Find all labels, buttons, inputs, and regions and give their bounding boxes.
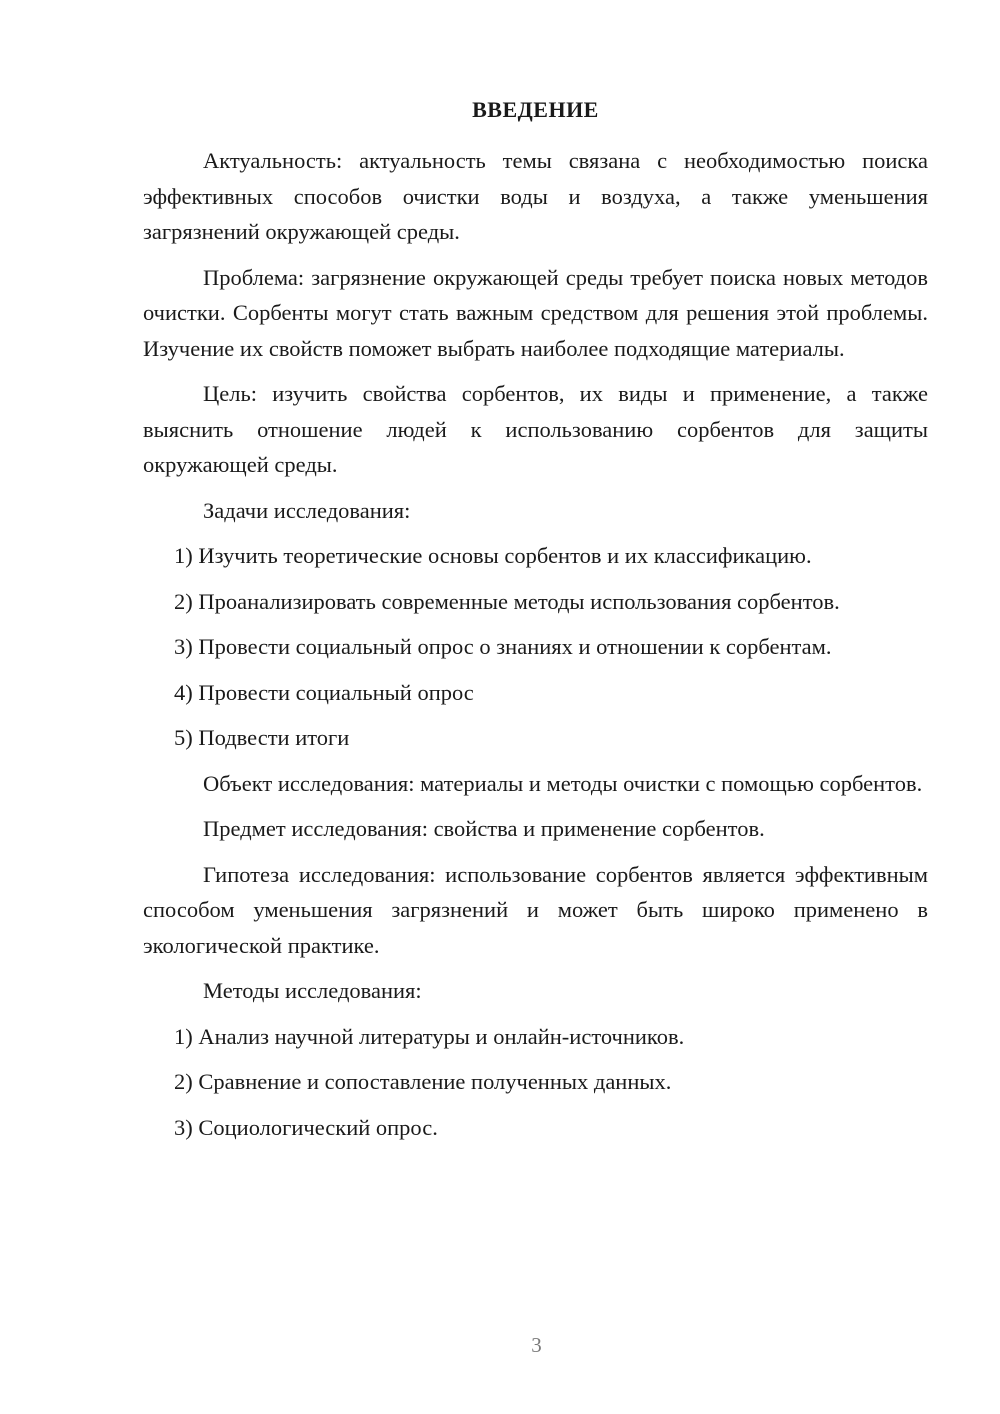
task-item: 5) Подвести итоги (174, 725, 350, 750)
method-item: 3) Социологический опрос. (174, 1114, 438, 1140)
methods-title: Методы исследования: (203, 978, 422, 1003)
problem-paragraph: Проблема: загрязнение окружающей среды требует поиска новых методов очистки. Сорбенты могут стать важным средством для решения этой проблемы. Изучение их свойств поможет выбрать наиболее подходящие материалы. (143, 264, 928, 361)
page-number: 3 (531, 1333, 542, 1357)
subject-paragraph: Предмет исследования: свойства и применение сорбентов. (203, 816, 765, 841)
task-item: 1) Изучить теоретические основы сорбентов и их классификацию. (174, 543, 812, 568)
method-item: 1) Анализ научной литературы и онлайн-источников. (174, 1023, 685, 1049)
object-paragraph: Объект исследования: материалы и методы очистки с помощью сорбентов. (203, 770, 923, 796)
hypothesis-paragraph: Гипотеза исследования: использование сорбентов является эффективным способом уменьшения загрязнений и может быть широко применено в экологической практике. (143, 861, 928, 958)
task-item: 4) Провести социальный опрос (174, 679, 474, 705)
relevance-paragraph: Актуальность: актуальность темы связана с необходимостью поиска эффективных способов очистки воды и воздуха, а также уменьшения загрязнений окружающей среды. (143, 148, 928, 244)
page-content (143, 93, 928, 1155)
tasks-title: Задачи исследования: (203, 497, 411, 523)
task-item: 2) Проанализировать современные методы использования сорбентов. (174, 588, 840, 614)
page-title: ВВЕДЕНИЕ (472, 97, 599, 122)
method-item: 2) Сравнение и сопоставление полученных данных. (174, 1069, 672, 1094)
task-item: 3) Провести социальный опрос о знаниях и отношении к сорбентам. (174, 634, 832, 659)
goal-paragraph: Цель: изучить свойства сорбентов, их виды и применение, а также выяснить отношение людей к использованию сорбентов для защиты окружающей среды. (143, 381, 928, 477)
